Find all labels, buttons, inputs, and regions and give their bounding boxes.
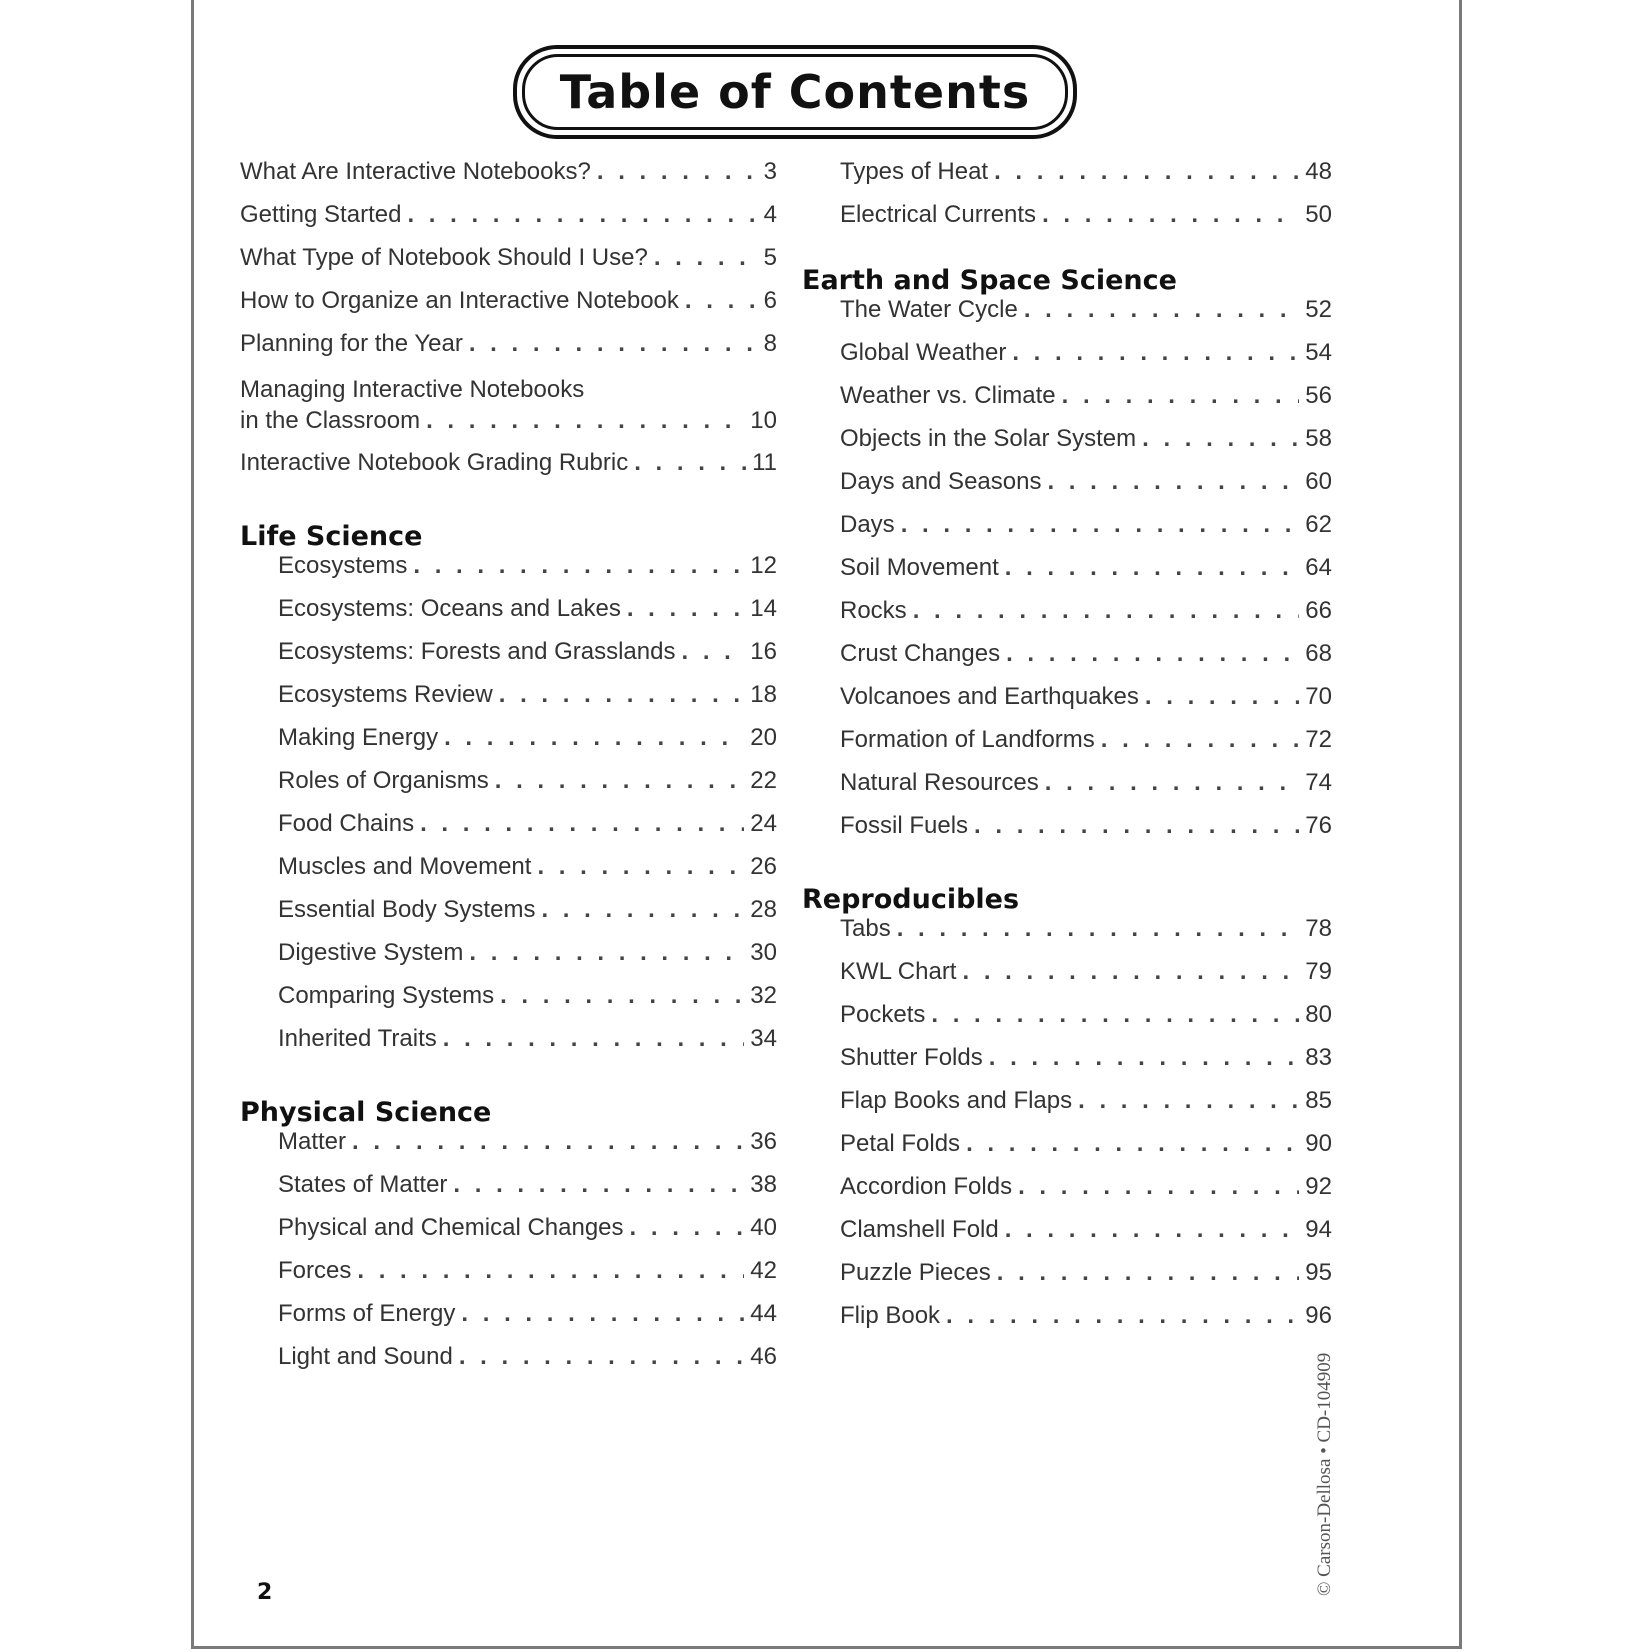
dot-leader [1062, 382, 1300, 410]
entry-page: 92 [1305, 1173, 1332, 1200]
dot-leader [1045, 769, 1300, 797]
toc-entry[interactable] [240, 767, 777, 810]
continued-list [802, 158, 1332, 244]
toc-entry[interactable] [802, 201, 1332, 244]
toc-entry[interactable] [802, 1044, 1332, 1087]
entry-label: Global Weather [840, 339, 1007, 366]
entry-label: What Type of Notebook Should I Use? [240, 244, 648, 271]
entry-label: Formation of Landforms [840, 726, 1095, 753]
entry-page: 22 [750, 767, 777, 794]
entry-label: Electrical Currents [840, 201, 1037, 228]
page-number: 2 [257, 1580, 273, 1605]
entry-label: Planning for the Year [240, 330, 463, 357]
entry-page: 96 [1305, 1302, 1332, 1329]
life-science-list [240, 552, 777, 1068]
entry-page: 76 [1305, 812, 1332, 839]
dot-leader [420, 810, 744, 838]
dot-leader [426, 407, 744, 435]
page [191, 0, 1462, 1649]
entry-line2 [240, 407, 777, 443]
dot-leader [1042, 201, 1299, 229]
toc-entry[interactable] [240, 1128, 777, 1171]
entry-label: Forces [278, 1257, 352, 1284]
entry-label: Light and Sound [278, 1343, 453, 1370]
entry-label: Ecosystems: Forests and Grasslands [278, 638, 676, 665]
toc-entry[interactable] [240, 330, 777, 373]
entry-page: 54 [1305, 339, 1332, 366]
dot-leader [541, 896, 744, 924]
toc-entry[interactable] [802, 554, 1332, 597]
toc-entry[interactable] [240, 1257, 777, 1300]
entry-label: Soil Movement [840, 554, 999, 581]
entry-label: Fossil Fuels [840, 812, 969, 839]
entry-label: Food Chains [278, 810, 415, 837]
entry-label: Matter [278, 1128, 347, 1155]
entry-page: 36 [750, 1128, 777, 1155]
entry-label: Types of Heat [840, 158, 989, 185]
dot-leader [459, 1343, 744, 1371]
entry-label: Flap Books and Flaps [840, 1087, 1073, 1114]
toc-entry[interactable] [240, 595, 777, 638]
dot-leader [966, 1130, 1299, 1158]
entry-label: Shutter Folds [840, 1044, 983, 1071]
toc-entry[interactable] [802, 1259, 1332, 1302]
entry-label: Clamshell Fold [840, 1216, 999, 1243]
toc-entry[interactable] [802, 1216, 1332, 1259]
entry-label-line1: Managing Interactive Notebooks [240, 376, 585, 403]
dot-leader [1024, 296, 1299, 324]
entry-page: 40 [750, 1214, 777, 1241]
entry-page: 38 [750, 1171, 777, 1198]
dot-leader [469, 330, 758, 358]
toc-entry[interactable] [240, 201, 777, 244]
entry-page: 30 [750, 939, 777, 966]
toc-entry[interactable] [240, 1343, 777, 1386]
toc-entry[interactable] [240, 896, 777, 939]
entry-page: 5 [763, 244, 777, 271]
page-title: Table of Contents [559, 65, 1031, 119]
entry-label: How to Organize an Interactive Notebook [240, 287, 679, 314]
dot-leader [495, 767, 745, 795]
entry-page: 48 [1305, 158, 1332, 185]
toc-entry[interactable] [240, 158, 777, 201]
entry-label: Getting Started [240, 201, 402, 228]
dot-leader [499, 681, 745, 709]
toc-entry-managing[interactable] [240, 373, 777, 449]
dot-leader [962, 958, 1299, 986]
entry-page: 3 [763, 158, 777, 185]
entry-label: Roles of Organisms [278, 767, 489, 794]
entry-page: 10 [750, 407, 777, 434]
dot-leader [352, 1128, 744, 1156]
entry-label: Objects in the Solar System [840, 425, 1137, 452]
toc-entry[interactable] [240, 810, 777, 853]
entry-page: 44 [750, 1300, 777, 1327]
entry-label: Forms of Energy [278, 1300, 456, 1327]
dot-leader [461, 1300, 744, 1328]
entry-label: Puzzle Pieces [840, 1259, 991, 1286]
entry-page: 42 [750, 1257, 777, 1284]
dot-leader [634, 449, 746, 477]
dot-leader [913, 597, 1300, 625]
toc-entry[interactable] [240, 853, 777, 896]
entry-label: What Are Interactive Notebooks? [240, 158, 591, 185]
toc-entry[interactable] [240, 1300, 777, 1343]
entry-page: 8 [763, 330, 777, 357]
toc-entry-rubric[interactable] [240, 449, 777, 492]
dot-leader [685, 287, 758, 315]
toc-entry[interactable] [240, 1171, 777, 1214]
entry-label: Comparing Systems [278, 982, 495, 1009]
dot-leader [413, 552, 744, 580]
entry-page: 20 [750, 724, 777, 751]
toc-entry[interactable] [240, 939, 777, 982]
toc-entry[interactable] [802, 382, 1332, 425]
physical-science-list [240, 1128, 777, 1386]
entry-page: 95 [1305, 1259, 1332, 1286]
dot-leader [931, 1001, 1299, 1029]
entry-page: 24 [750, 810, 777, 837]
entry-label: Physical and Chemical Changes [278, 1214, 624, 1241]
entry-page: 18 [750, 681, 777, 708]
entry-label: Volcanoes and Earthquakes [840, 683, 1139, 710]
dot-leader [1145, 683, 1299, 711]
entry-page: 11 [752, 449, 777, 476]
entry-label: Days [840, 511, 895, 538]
entry-label: The Water Cycle [840, 296, 1018, 323]
section-heading-reproducibles: Reproducibles [802, 884, 1020, 915]
entry-page: 60 [1305, 468, 1332, 495]
dot-leader [627, 595, 744, 623]
toc-entry[interactable] [240, 1214, 777, 1257]
dot-leader [500, 982, 744, 1010]
toc-entry[interactable] [240, 982, 777, 1025]
dot-leader [946, 1302, 1299, 1330]
entry-label: Essential Body Systems [278, 896, 536, 923]
entry-page: 68 [1305, 640, 1332, 667]
dot-leader [453, 1171, 744, 1199]
dot-leader [407, 201, 757, 229]
toc-entry[interactable] [802, 726, 1332, 769]
entry-page: 78 [1305, 915, 1332, 942]
intro-list [240, 158, 777, 373]
entry-page: 28 [750, 896, 777, 923]
toc-entry[interactable] [802, 1087, 1332, 1130]
dot-leader [997, 1259, 1300, 1287]
entry-label: Accordion Folds [840, 1173, 1013, 1200]
entry-label: Pockets [840, 1001, 926, 1028]
toc-entry[interactable] [802, 1130, 1332, 1173]
dot-leader [654, 244, 758, 272]
dot-leader [630, 1214, 745, 1242]
dot-leader [1012, 339, 1299, 367]
dot-leader [1005, 1216, 1300, 1244]
dot-leader [1005, 554, 1300, 582]
entry-label: Muscles and Movement [278, 853, 532, 880]
toc-entry[interactable] [240, 1025, 777, 1068]
entry-page: 16 [750, 638, 777, 665]
entry-page: 72 [1305, 726, 1332, 753]
entry-page: 90 [1305, 1130, 1332, 1157]
entry-label: Ecosystems: Oceans and Lakes [278, 595, 621, 622]
entry-label: Ecosystems [278, 552, 408, 579]
dot-leader [444, 724, 744, 752]
toc-entry[interactable] [802, 1001, 1332, 1044]
entry-page: 50 [1305, 201, 1332, 228]
dot-leader [1006, 640, 1299, 668]
entry-page: 83 [1305, 1044, 1332, 1071]
dot-leader [1047, 468, 1299, 496]
dot-leader [1101, 726, 1300, 754]
entry-page: 58 [1305, 425, 1332, 452]
toc-entry[interactable] [802, 640, 1332, 683]
title-inner-frame [522, 54, 1068, 130]
copyright-notice: © Carson-Dellosa • CD-104909 [1314, 1352, 1335, 1596]
toc-entry[interactable] [802, 812, 1332, 855]
dot-leader [1018, 1173, 1299, 1201]
dot-leader [994, 158, 1299, 186]
entry-label: Flip Book [840, 1302, 941, 1329]
dot-leader [974, 812, 1299, 840]
earth-space-list [802, 296, 1332, 855]
entry-label: Inherited Traits [278, 1025, 437, 1052]
dot-leader [989, 1044, 1300, 1072]
entry-label: Rocks [840, 597, 907, 624]
toc-entry[interactable] [802, 158, 1332, 201]
entry-page: 70 [1305, 683, 1332, 710]
entry-page: 85 [1305, 1087, 1332, 1114]
entry-page: 12 [750, 552, 777, 579]
toc-entry[interactable] [802, 296, 1332, 339]
dot-leader [469, 939, 744, 967]
entry-page: 34 [750, 1025, 777, 1052]
entry-label: Crust Changes [840, 640, 1001, 667]
toc-entry[interactable] [240, 552, 777, 595]
entry-label: States of Matter [278, 1171, 448, 1198]
section-heading-earth-space: Earth and Space Science [802, 265, 1177, 296]
entry-page: 62 [1305, 511, 1332, 538]
entry-label: Weather vs. Climate [840, 382, 1056, 409]
entry-page: 66 [1305, 597, 1332, 624]
entry-label: Making Energy [278, 724, 439, 751]
toc-entry[interactable] [240, 244, 777, 287]
dot-leader [897, 915, 1300, 943]
dot-leader [1142, 425, 1299, 453]
toc-entry[interactable] [802, 915, 1332, 958]
entry-label: Natural Resources [840, 769, 1039, 796]
dot-leader [597, 158, 758, 186]
dot-leader [1078, 1087, 1299, 1115]
toc-entry[interactable] [802, 683, 1332, 726]
reproducibles-list [802, 915, 1332, 1345]
entry-page: 56 [1305, 382, 1332, 409]
toc-entry[interactable] [240, 638, 777, 681]
dot-leader [537, 853, 744, 881]
dot-leader [681, 638, 744, 666]
toc-entry[interactable] [802, 468, 1332, 511]
entry-label: Digestive System [278, 939, 464, 966]
entry-page: 46 [750, 1343, 777, 1370]
entry-label: Petal Folds [840, 1130, 961, 1157]
entry-page: 26 [750, 853, 777, 880]
toc-entry[interactable] [240, 681, 777, 724]
dot-leader [443, 1025, 745, 1053]
right-column [802, 158, 1332, 1345]
entry-label: KWL Chart [840, 958, 957, 985]
section-heading-life-science: Life Science [240, 521, 423, 552]
toc-entry[interactable] [240, 724, 777, 767]
dot-leader [357, 1257, 744, 1285]
toc-entry[interactable] [240, 287, 777, 330]
entry-page: 94 [1305, 1216, 1332, 1243]
entry-page: 79 [1305, 958, 1332, 985]
left-column [240, 158, 777, 1386]
toc-entry[interactable] [802, 1302, 1332, 1345]
toc-entry[interactable] [802, 1173, 1332, 1216]
toc-entry[interactable] [802, 958, 1332, 1001]
section-heading-physical-science: Physical Science [240, 1097, 492, 1128]
toc-entry[interactable] [802, 769, 1332, 812]
entry-label: Interactive Notebook Grading Rubric [240, 449, 629, 476]
entry-label: Days and Seasons [840, 468, 1042, 495]
title-frame [513, 45, 1077, 139]
toc-entry[interactable] [802, 597, 1332, 640]
entry-page: 64 [1305, 554, 1332, 581]
entry-page: 80 [1305, 1001, 1332, 1028]
entry-page: 4 [763, 201, 777, 228]
entry-page: 74 [1305, 769, 1332, 796]
entry-page: 52 [1305, 296, 1332, 323]
dot-leader [901, 511, 1300, 539]
entry-label-line2: in the Classroom [240, 407, 421, 434]
toc-entry[interactable] [802, 425, 1332, 468]
toc-entry[interactable] [802, 511, 1332, 554]
entry-page: 32 [750, 982, 777, 1009]
entry-page: 6 [763, 287, 777, 314]
entry-label: Ecosystems Review [278, 681, 493, 708]
entry-label: Tabs [840, 915, 891, 942]
toc-entry[interactable] [802, 339, 1332, 382]
entry-page: 14 [750, 595, 777, 622]
